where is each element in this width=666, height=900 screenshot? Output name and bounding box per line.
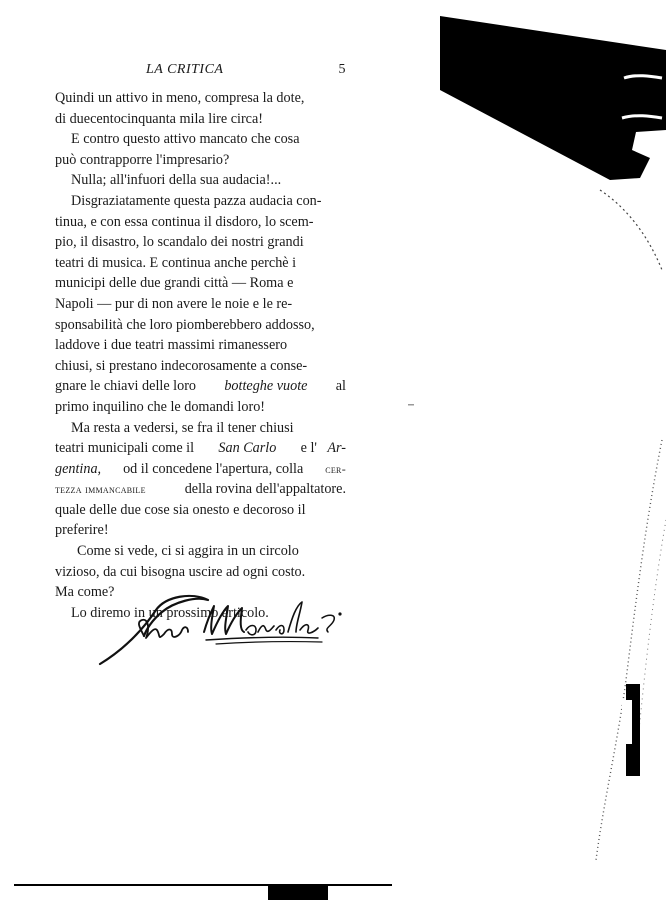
italic-phrase: gentina, xyxy=(55,460,102,477)
text-line: teatri municipali come il San Carlo e l' Ar- xyxy=(55,438,346,459)
text-line: primo inquilino che le domandi loro! xyxy=(55,398,266,415)
scan-edge-artifact xyxy=(400,0,666,900)
text-line: laddove i due teatri massimi rimanessero xyxy=(55,337,288,354)
text-line: gentina, od il concedene l'apertura, colla cer- xyxy=(55,459,346,480)
text-line: tezza immancabile della rovina dell'appaltatore. xyxy=(55,479,346,500)
text-line: municipi delle due grandi città — Roma e xyxy=(55,275,294,292)
small-caps-phrase: cer- xyxy=(325,461,346,476)
small-caps-phrase: tezza immancabile xyxy=(55,482,146,497)
text-line: Ma come? xyxy=(55,584,115,601)
text-line: Disgraziatamente questa pazza audacia con- xyxy=(71,192,322,209)
text-line: pio, il disastro, lo scandalo dei nostri grandi xyxy=(55,234,304,251)
handwritten-signature xyxy=(96,588,346,668)
text-line: vizioso, da cui bisogna uscire ad ogni costo. xyxy=(55,563,306,580)
text-line: teatri di musica. E continua anche perchè i xyxy=(55,254,297,271)
bottom-scan-block xyxy=(268,886,328,900)
running-title: LA CRITICA xyxy=(146,62,224,77)
text-line: sponsabilità che loro piomberebbero addosso, xyxy=(55,316,315,333)
text-line: quale delle due cose sia onesto e decoroso il xyxy=(55,501,306,518)
text-line: Quindi un attivo in meno, compresa la dote, xyxy=(55,90,305,106)
running-header xyxy=(58,62,346,82)
text-line: gnare le chiavi delle loro botteghe vuote al xyxy=(55,376,346,397)
text-line: chiusi, si prestano indecorosamente a conse- xyxy=(55,357,308,374)
text-line: di duecentocinquanta mila lire circa! xyxy=(55,110,263,127)
text-line: Ma resta a vedersi, se fra il tener chiusi xyxy=(71,419,294,436)
text-line: Napoli — pur di non avere le noie e le re- xyxy=(55,295,293,312)
italic-phrase: botteghe vuote xyxy=(224,378,308,395)
text-line: può contrapporre l'impresario? xyxy=(55,151,230,168)
italic-phrase: Ar- xyxy=(327,440,346,457)
bottom-border-line xyxy=(14,884,392,886)
italic-phrase: San Carlo xyxy=(218,440,277,457)
page-number: 5 xyxy=(338,62,346,77)
text-line: Lo diremo in un prossimo articolo. xyxy=(71,604,269,621)
text-line: tinua, e con essa continua il disdoro, lo scem- xyxy=(55,213,314,230)
text-line: E contro questo attivo mancato che cosa xyxy=(71,131,300,148)
text-line: preferire! xyxy=(55,522,109,539)
text-line: Come si vede, ci si aggira in un circolo xyxy=(77,543,299,560)
text-line: Nulla; all'infuori della sua audacia!... xyxy=(71,172,282,189)
article-body xyxy=(55,88,346,623)
